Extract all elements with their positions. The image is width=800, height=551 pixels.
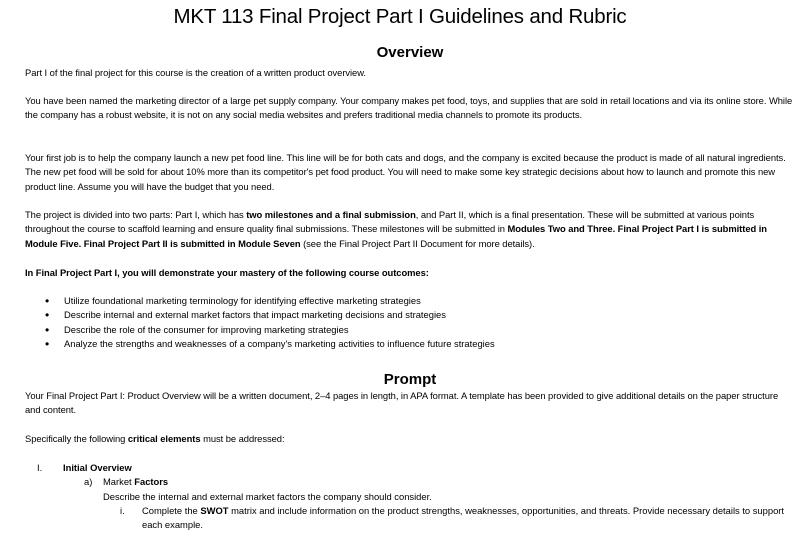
overview-paragraph-3: Your first job is to help the company launch a new pet food line. This line will be for both cats and dogs, and the company is excited because the product is made of all natural ingredients. The new pet food will be sold for about 10% more than its competitor's pet food product. You will need to make some key strategic decisions about how to launch and promote this new product line. Assume you will have the budget that you need.: [25, 152, 786, 192]
list-item: • Describe the role of the consumer for improving marketing strategies: [42, 323, 762, 337]
item-i-text-2: matrix and include information on the product strengths, weaknesses, opportunities, and threats. Provide necessary details to support each example.: [142, 505, 785, 531]
p4-bold-milestones: two milestones and a final submission: [246, 209, 416, 220]
sub-a-marker: a): [84, 476, 93, 487]
p2-text-1: Specifically the following: [25, 433, 128, 444]
item-i-text: [142, 504, 797, 533]
sub-a-bold-label: Factors: [134, 476, 169, 487]
sub-a-prefix: Market: [103, 476, 135, 487]
p2-text-2: must be addressed:: [200, 433, 285, 444]
sub-a-label: [103, 475, 168, 489]
outcomes-list: [42, 294, 762, 351]
list-item: • Utilize foundational marketing terminology for identifying effective marketing strategies: [42, 294, 762, 308]
p2-bold-critical-elements: critical elements: [127, 433, 201, 444]
prompt-paragraph-1: Your Final Project Part I: Product Overview will be a written document, 2–4 pages in length, in APA format. A template has been provided to give additional details on the paper structure and content.: [25, 390, 779, 416]
overview-heading: Overview: [376, 44, 444, 61]
outcomes-intro: In Final Project Part I, you will demonstrate your mastery of the following course outcomes:: [25, 267, 429, 278]
section-1-numeral: I.: [37, 462, 43, 473]
sub-a-description: Describe the internal and external market factors the company should consider.: [103, 491, 432, 502]
item-i-marker: i.: [120, 505, 125, 516]
item-i-text-1: Complete the: [142, 505, 201, 516]
p4-text-2: , and Part II, which is a final presentation. These will be submitted at various points throughout the course to scaffold learning and ensure quality final submissions. These milestones will be submitted in: [25, 209, 755, 235]
p4-text-3: (see the Final Project Part II Document for more details).: [300, 237, 535, 249]
list-item: • Describe internal and external market factors that impact marketing decisions and strategies: [42, 308, 762, 322]
section-1-label: Initial Overview: [63, 462, 132, 473]
overview-paragraph-2: You have been named the marketing director of a large pet supply company. Your company makes pet food, toys, and supplies that are sold in retail locations and via its online store. While the company has a robust website, it is not on any social media websites and prefers traditional media channels to promote its products.: [25, 95, 793, 121]
prompt-paragraph-2: [25, 432, 795, 446]
item-i-bold-swot: SWOT: [200, 505, 229, 516]
list-item: • Analyze the strengths and weaknesses of a company's marketing activities to influence future strategies: [42, 337, 762, 351]
overview-paragraph-4: [25, 208, 795, 251]
document-title: MKT 113 Final Project Part I Guidelines and Rubric: [173, 5, 627, 28]
prompt-heading: Prompt: [383, 371, 437, 388]
overview-paragraph-1: Part I of the final project for this course is the creation of a written product overview.: [25, 67, 366, 78]
p4-text-1: The project is divided into two parts: Part I, which has: [25, 209, 247, 220]
p4-bold-modules: Modules Two and Three. Final Project Part I is submitted in Module Five. Final Project Part II is submitted in Module Seven: [25, 223, 767, 249]
